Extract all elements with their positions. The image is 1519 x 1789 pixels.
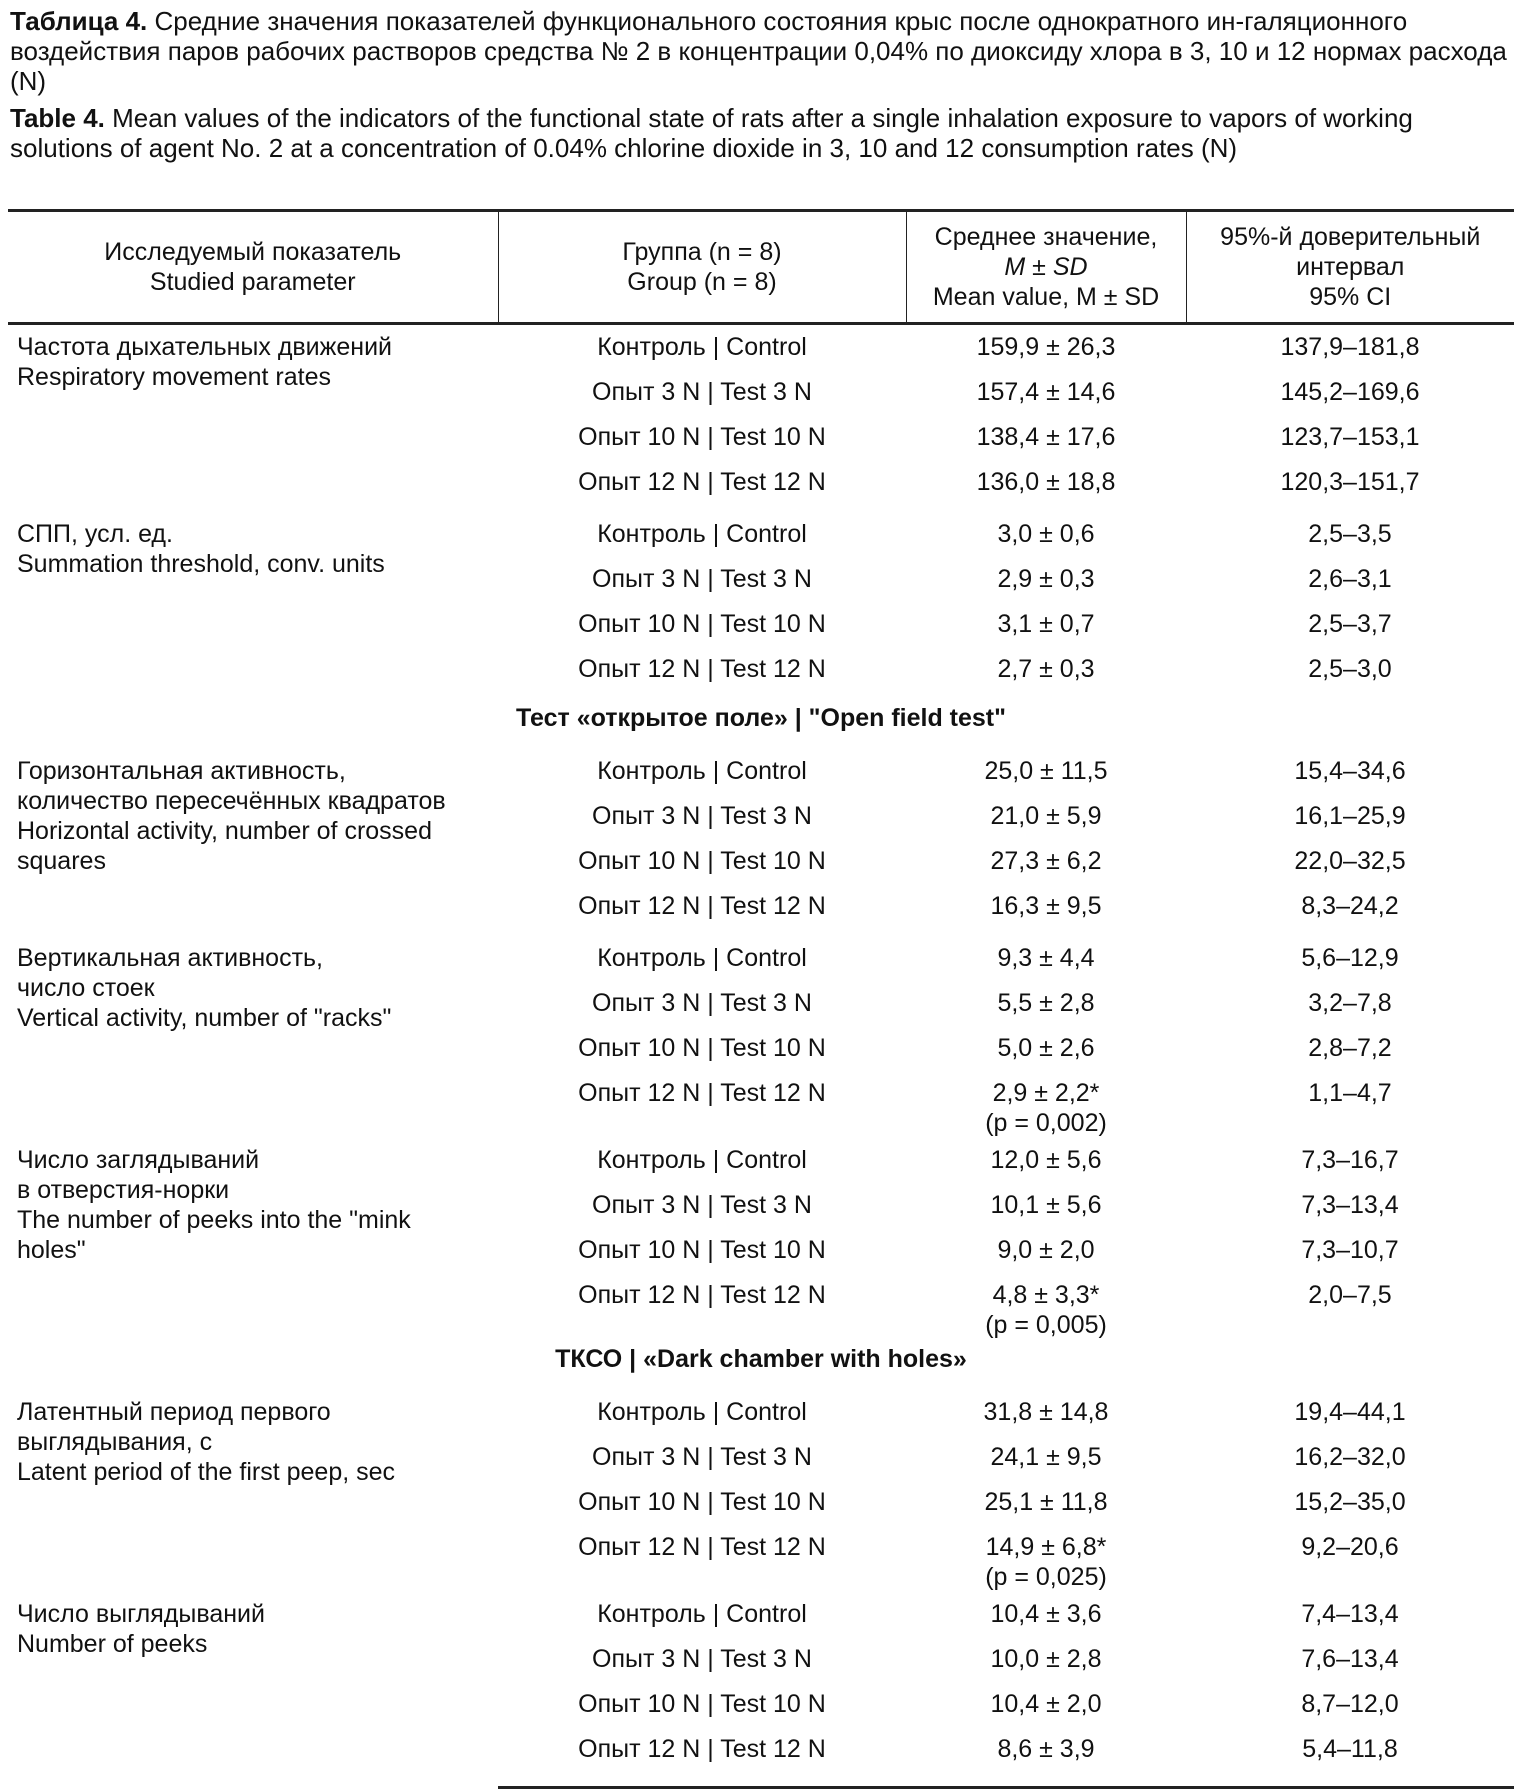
table-header [8,211,1514,324]
mean-cell [906,1442,1186,1487]
mean-value: 12,0 ± 5,6 [990,1146,1102,1174]
header-parameter [8,211,498,324]
ci-cell: 7,6–13,4 [1301,1645,1399,1673]
parameter-cell [8,936,498,1138]
group-cell: Опыт 3 N | Test 3 N [592,1443,812,1471]
mean-cell [906,422,1186,467]
header-parameter-ru: Исследуемый показатель [104,238,402,266]
mean-value: 2,9 ± 0,3 [997,565,1095,593]
p-value: (p = 0,025) [985,1563,1107,1591]
caption-label-ru: Таблица 4. [10,6,148,36]
parameter-line: Latent period of the first peep, sec [17,1458,396,1486]
mean-cell [906,467,1186,512]
mean-value: 3,1 ± 0,7 [997,610,1095,638]
table-row [8,1390,1514,1442]
header-group [498,211,906,324]
mean-cell [906,1078,1186,1138]
group-cell: Опыт 12 N | Test 12 N [578,1281,826,1309]
group-cell: Контроль | Control [597,1600,807,1628]
mean-value: 138,4 ± 17,6 [976,423,1116,451]
ci-cell: 7,3–10,7 [1301,1236,1399,1264]
table-body [8,324,1514,1788]
header-ci-ru1: 95%-й доверительный [1220,223,1481,251]
mean-value: 3,0 ± 0,6 [997,520,1095,548]
ci-cell: 2,6–3,1 [1308,565,1392,593]
group-cell: Опыт 12 N | Test 12 N [578,655,826,683]
caption-text-ru: Средние значения показателей функционального состояния крыс после однократного ин-галяционного воздействия паров рабочих растворов средства № 2 в концентрации 0,04% по диоксиду хлора в 3, 10 и 12 нормах расхода (N) [10,6,1507,96]
ci-cell: 7,3–16,7 [1301,1146,1399,1174]
ci-cell: 8,3–24,2 [1301,892,1399,920]
mean-cell [906,1689,1186,1734]
parameter-line: Number of peeks [17,1630,208,1658]
table-caption-ru [10,6,1510,96]
mean-cell [906,512,1186,564]
mean-cell [906,749,1186,801]
group-cell: Опыт 3 N | Test 3 N [592,989,812,1017]
data-table [8,209,1514,1789]
parameter-line: holes" [17,1236,86,1264]
mean-value: 25,1 ± 11,8 [984,1488,1108,1516]
group-cell: Опыт 3 N | Test 3 N [592,1645,812,1673]
caption-text-en: Mean values of the indicators of the functional state of rats after a single inhalation exposure to vapors of working solutions of agent No. 2 at a concentration of 0.04% chlorine dioxide in 3, 10 and 12 consumption rates (N) [10,103,1413,163]
header-mean-en: Mean value, M ± SD [932,283,1160,311]
ci-cell: 1,1–4,7 [1308,1079,1392,1107]
mean-value: 159,9 ± 26,3 [976,333,1116,361]
table-row [8,749,1514,801]
mean-value: 31,8 ± 14,8 [983,1398,1109,1426]
parameter-line: The number of peeks into the "mink [17,1206,411,1234]
mean-value: 9,0 ± 2,0 [997,1236,1095,1264]
group-cell: Контроль | Control [597,1146,807,1174]
mean-cell [906,801,1186,846]
mean-cell [906,1280,1186,1340]
parameter-line: Латентный период первого [17,1398,331,1426]
group-cell: Опыт 3 N | Test 3 N [592,802,812,830]
group-cell: Опыт 10 N | Test 10 N [578,1690,826,1718]
parameter-line: Вертикальная активность, [17,944,323,972]
parameter-cell [8,324,498,513]
group-cell: Опыт 12 N | Test 12 N [578,468,826,496]
mean-cell [906,1138,1186,1190]
mean-value: 8,6 ± 3,9 [997,1735,1095,1763]
ci-cell: 5,4–11,8 [1186,1734,1514,1788]
group-cell: Опыт 10 N | Test 10 N [578,1236,826,1264]
mean-value: 10,4 ± 2,0 [990,1690,1102,1718]
header-ci [1186,211,1514,324]
caption-label-en: Table 4. [10,103,105,133]
p-value: (p = 0,005) [985,1311,1107,1339]
ci-cell: 2,5–3,7 [1308,610,1392,638]
mean-value: 25,0 ± 11,5 [984,757,1108,785]
ci-cell: 19,4–44,1 [1294,1398,1406,1426]
ci-cell: 15,2–35,0 [1294,1488,1406,1516]
mean-cell [906,1487,1186,1532]
mean-cell [906,891,1186,936]
header-parameter-en: Studied parameter [149,268,356,296]
group-cell: Контроль | Control [597,333,807,361]
mean-cell [906,609,1186,654]
group-cell: Контроль | Control [597,1398,807,1426]
group-cell: Опыт 10 N | Test 10 N [578,423,826,451]
mean-cell [906,564,1186,609]
ci-cell: 3,2–7,8 [1308,989,1392,1017]
group-cell: Опыт 3 N | Test 3 N [592,378,812,406]
parameter-line: squares [17,847,106,875]
header-group-ru: Группа (n = 8) [622,238,782,266]
mean-cell [906,654,1186,699]
parameter-line: Summation threshold, conv. units [17,550,385,578]
group-cell: Опыт 10 N | Test 10 N [578,1034,826,1062]
parameter-line: Respiratory movement rates [17,363,332,391]
header-mean [906,211,1186,324]
ci-cell: 120,3–151,7 [1280,468,1420,496]
mean-cell [906,324,1186,378]
mean-value: 157,4 ± 14,6 [976,378,1116,406]
ci-cell: 137,9–181,8 [1280,333,1420,361]
mean-cell [906,936,1186,988]
group-cell: Опыт 3 N | Test 3 N [592,1191,812,1219]
mean-value: 10,1 ± 5,6 [990,1191,1102,1219]
parameter-cell [8,749,498,936]
table-row [8,324,1514,378]
ci-cell: 16,1–25,9 [1294,802,1406,830]
mean-value: 2,7 ± 0,3 [997,655,1095,683]
parameter-cell [8,1592,498,1788]
parameter-line: Число выглядываний [17,1600,265,1628]
group-cell: Опыт 10 N | Test 10 N [578,847,826,875]
header-mean-symbol: M ± SD [1004,253,1088,281]
section-row [8,1340,1514,1390]
mean-value: 16,3 ± 9,5 [990,892,1102,920]
ci-cell: 145,2–169,6 [1280,378,1420,406]
mean-value: 9,3 ± 4,4 [997,944,1095,972]
ci-cell: 2,8–7,2 [1308,1034,1392,1062]
group-cell: Опыт 12 N | Test 12 N [578,1079,826,1107]
ci-cell: 2,5–3,0 [1308,655,1392,683]
mean-value: 5,0 ± 2,6 [997,1034,1095,1062]
mean-value: 5,5 ± 2,8 [997,989,1095,1017]
parameter-cell [8,512,498,699]
mean-value: 21,0 ± 5,9 [990,802,1102,830]
header-group-en: Group (n = 8) [627,268,777,296]
group-cell: Опыт 10 N | Test 10 N [578,610,826,638]
mean-cell [906,1592,1186,1644]
parameter-line: количество пересечённых квадратов [17,787,446,815]
ci-cell: 7,4–13,4 [1301,1600,1399,1628]
ci-cell: 15,4–34,6 [1294,757,1406,785]
mean-cell [906,1532,1186,1592]
ci-cell: 5,6–12,9 [1301,944,1399,972]
mean-cell [906,988,1186,1033]
mean-cell [906,1644,1186,1689]
header-mean-ru: Среднее значение, [934,223,1158,251]
parameter-line: выглядывания, с [17,1428,213,1456]
table-row [8,936,1514,988]
group-cell: Опыт 12 N | Test 12 N [498,1734,906,1788]
parameter-cell [8,1390,498,1592]
header-ci-en: 95% CI [1309,283,1392,311]
table-caption-en [10,103,1510,163]
mean-cell [906,1190,1186,1235]
ci-cell: 123,7–153,1 [1280,423,1420,451]
mean-cell [906,1033,1186,1078]
mean-cell [906,846,1186,891]
ci-cell: 22,0–32,5 [1294,847,1406,875]
parameter-line: Horizontal activity, number of crossed [17,817,432,845]
mean-cell [906,1734,1186,1788]
mean-value: 2,9 ± 2,2* [992,1079,1100,1107]
group-cell: Опыт 10 N | Test 10 N [578,1488,826,1516]
ci-cell: 16,2–32,0 [1294,1443,1406,1471]
ci-cell: 8,7–12,0 [1301,1690,1399,1718]
parameter-cell [8,1138,498,1340]
table-row [8,1592,1514,1644]
mean-cell [906,1390,1186,1442]
group-cell: Контроль | Control [597,520,807,548]
group-cell: Контроль | Control [597,944,807,972]
group-cell: Опыт 3 N | Test 3 N [592,565,812,593]
section-title: Тест «открытое поле» | "Open field test" [516,704,1006,732]
mean-value: 10,4 ± 3,6 [990,1600,1102,1628]
table-row [8,1138,1514,1190]
ci-cell: 7,3–13,4 [1301,1191,1399,1219]
parameter-line: в отверстия-норки [17,1176,230,1204]
parameter-line: Число заглядываний [17,1146,260,1174]
parameter-line: СПП, усл. ед. [17,520,173,548]
group-cell: Опыт 12 N | Test 12 N [578,892,826,920]
mean-value: 4,8 ± 3,3* [992,1281,1100,1309]
mean-cell [906,377,1186,422]
group-cell: Опыт 12 N | Test 12 N [578,1533,826,1561]
section-row [8,699,1514,749]
parameter-line: число стоек [17,974,155,1002]
ci-cell: 2,5–3,5 [1308,520,1392,548]
mean-value: 27,3 ± 6,2 [990,847,1102,875]
header-ci-ru2: интервал [1296,253,1405,281]
parameter-line: Горизонтальная активность, [17,757,346,785]
ci-cell: 2,0–7,5 [1308,1281,1392,1309]
mean-value: 10,0 ± 2,8 [990,1645,1102,1673]
p-value: (p = 0,002) [985,1109,1107,1137]
ci-cell: 9,2–20,6 [1301,1533,1399,1561]
table-row [8,512,1514,564]
mean-value: 14,9 ± 6,8* [985,1533,1107,1561]
mean-value: 136,0 ± 18,8 [976,468,1116,496]
mean-value: 24,1 ± 9,5 [990,1443,1102,1471]
data-table-container [8,209,1514,1789]
parameter-line: Vertical activity, number of "racks" [17,1004,392,1032]
mean-cell [906,1235,1186,1280]
group-cell: Контроль | Control [597,757,807,785]
section-title: ТКСО | «Dark chamber with holes» [555,1345,967,1373]
parameter-line: Частота дыхательных движений [17,333,393,361]
